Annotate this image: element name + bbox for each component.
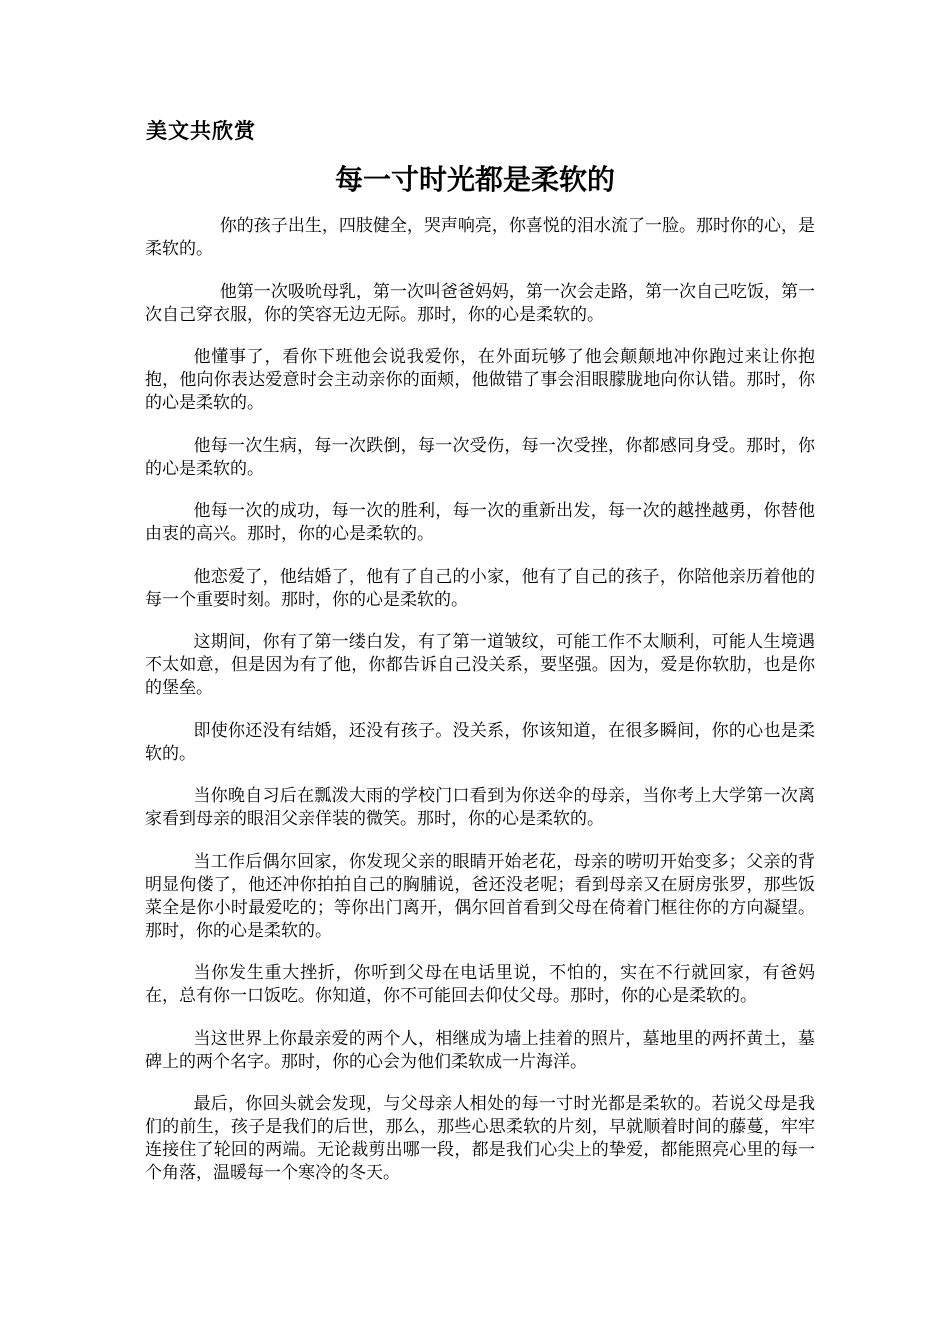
paragraph: 当工作后偶尔回家，你发现父亲的眼睛开始老花，母亲的唠叨开始变多；父亲的背明显佝偻了，他还冲你拍拍自己的胸脯说，爸还没老呢；看到母亲又在厨房张罗，那些饭菜全是你小时最爱吃的；等你出门离开，偶尔回首看到父母在倚着门框往你的方向凝望。那时，你的心是柔软的。 — [145, 851, 815, 941]
section-label: 美文共欣赏 — [146, 118, 256, 143]
paragraph: 你的孩子出生，四肢健全，哭声响亮，你喜悦的泪水流了一脸。那时你的心，是柔软的。 — [145, 216, 815, 259]
paragraph: 当你晚自习后在瓢泼大雨的学校门口看到为你送伞的母亲，当你考上大学第一次离家看到母亲的眼泪父亲佯装的微笑。那时，你的心是柔软的。 — [145, 786, 815, 829]
paragraph: 最后，你回头就会发现，与父母亲人相处的每一寸时光都是柔软的。若说父母是我们的前生，孩子是我们的后世，那么，那些心思柔软的片刻，早就顺着时间的藤蔓，牢牢连接住了轮回的两端。无论裁剪出哪一段，都是我们心尖上的挚爱，都能照亮心里的每一个角落，温暖每一个寒冷的冬天。 — [145, 1094, 815, 1183]
paragraph: 当这世界上你最亲爱的两个人，相继成为墙上挂着的照片，墓地里的两抔黄土，墓碑上的两个名字。那时，你的心会为他们柔软成一片海洋。 — [145, 1028, 815, 1072]
article-body — [145, 215, 815, 1205]
paragraph: 他恋爱了，他结婚了，他有了自己的小家，他有了自己的孩子，你陪他亲历着他的每一个重要时刻。那时，你的心是柔软的。 — [145, 566, 815, 610]
paragraph: 这期间，你有了第一缕白发，有了第一道皱纹，可能工作不太顺利，可能人生境遇不太如意，但是因为有了他，你都告诉自己没关系，要坚强。因为，爱是你软肋，也是你的堡垒。 — [145, 632, 815, 698]
article-title: 每一寸时光都是柔软的 — [334, 163, 615, 196]
paragraph: 他每一次生病，每一次跌倒，每一次受伤，每一次受挫，你都感同身受。那时，你的心是柔软的。 — [145, 435, 815, 479]
paragraph: 他懂事了，看你下班他会说我爱你，在外面玩够了他会颠颠地冲你跑过来让你抱抱，他向你表达爱意时会主动亲你的面颊，他做错了事会泪眼朦胧地向你认错。那时，你的心是柔软的。 — [145, 347, 815, 413]
paragraph: 即使你还没有结婚，还没有孩子。没关系，你该知道，在很多瞬间，你的心也是柔软的。 — [145, 720, 815, 764]
paragraph: 当你发生重大挫折，你听到父母在电话里说，不怕的，实在不行就回家，有爸妈在，总有你一口饭吃。你知道，你不可能回去仰仗父母。那时，你的心是柔软的。 — [145, 963, 815, 1006]
paragraph: 他第一次吸吮母乳，第一次叫爸爸妈妈，第一次会走路，第一次自己吃饭，第一次自己穿衣服，你的笑容无边无际。那时，你的心是柔软的。 — [145, 281, 815, 325]
paragraph: 他每一次的成功，每一次的胜利，每一次的重新出发，每一次的越挫越勇，你替他由衷的高兴。那时，你的心是柔软的。 — [145, 501, 815, 544]
